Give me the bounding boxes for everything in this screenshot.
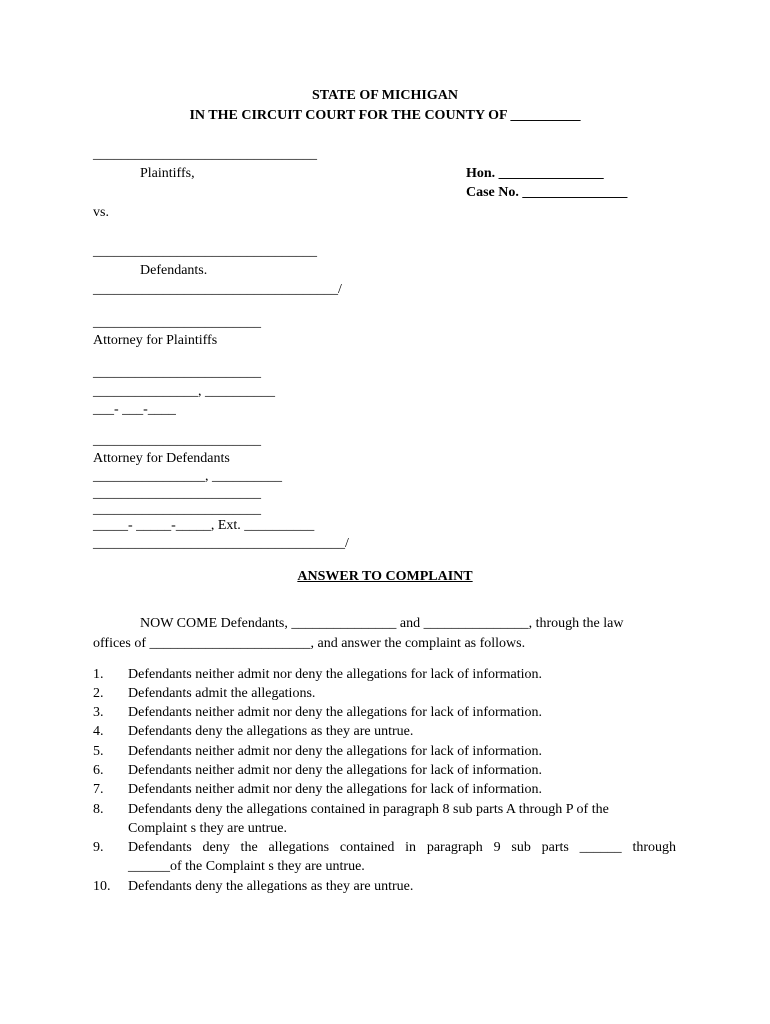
intro-line-2: offices of _______________________, and answer the complaint as follows. bbox=[93, 636, 526, 651]
defendant-attorney-label: Attorney for Defendants bbox=[93, 451, 230, 466]
item-9-text-continued: ______of the Complaint s they are untrue. bbox=[128, 859, 365, 874]
plaintiff-attorney-address-blank: ________________________ bbox=[93, 365, 261, 380]
item-2-number: 2. bbox=[93, 686, 104, 701]
court-county-heading: IN THE CIRCUIT COURT FOR THE COUNTY OF __________ bbox=[189, 108, 581, 123]
item-10-number: 10. bbox=[93, 879, 111, 894]
defendant-attorney-city-state: ________________, __________ bbox=[93, 469, 282, 484]
plaintiff-name-blank: ________________________________ bbox=[93, 147, 317, 162]
item-1-text: Defendants neither admit nor deny the allegations for lack of information. bbox=[128, 667, 543, 682]
item-3-number: 3. bbox=[93, 705, 104, 720]
item-8-number: 8. bbox=[93, 802, 104, 817]
item-4-text: Defendants deny the allegations as they are untrue. bbox=[128, 724, 414, 739]
item-9-text: Defendants deny the allegations contained in paragraph 9 sub parts ______ through bbox=[128, 840, 676, 855]
case-number-field: Case No. _______________ bbox=[466, 185, 628, 200]
item-5-number: 5. bbox=[93, 744, 104, 759]
item-7-text: Defendants neither admit nor deny the allegations for lack of information. bbox=[128, 782, 543, 797]
item-1-number: 1. bbox=[93, 667, 104, 682]
item-6-text: Defendants neither admit nor deny the allegations for lack of information. bbox=[128, 763, 543, 778]
item-3-text: Defendants neither admit nor deny the allegations for lack of information. bbox=[128, 705, 543, 720]
plaintiff-attorney-phone: ___- ___-____ bbox=[93, 402, 176, 417]
plaintiff-attorney-city-state: _______________, __________ bbox=[93, 384, 275, 399]
defendant-attorney-line-4: ________________________ bbox=[93, 502, 261, 517]
item-2-text: Defendants admit the allegations. bbox=[128, 686, 316, 701]
plaintiff-attorney-name-blank: ________________________ bbox=[93, 315, 261, 330]
item-10-text: Defendants deny the allegations as they are untrue. bbox=[128, 879, 414, 894]
defendants-label: Defendants. bbox=[140, 263, 208, 278]
plaintiff-attorney-label: Attorney for Plaintiffs bbox=[93, 333, 218, 348]
item-5-text: Defendants neither admit nor deny the allegations for lack of information. bbox=[128, 744, 543, 759]
defendant-attorney-end-line: ____________________________________/ bbox=[93, 536, 349, 551]
caption-end-line: ___________________________________/ bbox=[93, 282, 342, 297]
item-8-text: Defendants deny the allegations contained in paragraph 8 sub parts A through P of the bbox=[128, 802, 609, 817]
defendant-attorney-phone: _____- _____-_____, Ext. __________ bbox=[93, 518, 315, 533]
intro-line-1: NOW COME Defendants, _______________ and _______________, through the law bbox=[140, 616, 624, 631]
defendant-attorney-name-blank: ________________________ bbox=[93, 433, 261, 448]
court-state-heading: STATE OF MICHIGAN bbox=[312, 88, 458, 103]
item-9-number: 9. bbox=[93, 840, 104, 855]
judge-field: Hon. _______________ bbox=[466, 166, 604, 181]
plaintiffs-label: Plaintiffs, bbox=[140, 166, 195, 181]
item-6-number: 6. bbox=[93, 763, 104, 778]
item-4-number: 4. bbox=[93, 724, 104, 739]
defendant-attorney-line-3: ________________________ bbox=[93, 486, 261, 501]
item-8-text-continued: Complaint s they are untrue. bbox=[128, 821, 288, 836]
defendant-name-blank: ________________________________ bbox=[93, 244, 317, 259]
versus-label: vs. bbox=[93, 205, 109, 220]
document-title: ANSWER TO COMPLAINT bbox=[297, 569, 473, 584]
item-7-number: 7. bbox=[93, 782, 104, 797]
